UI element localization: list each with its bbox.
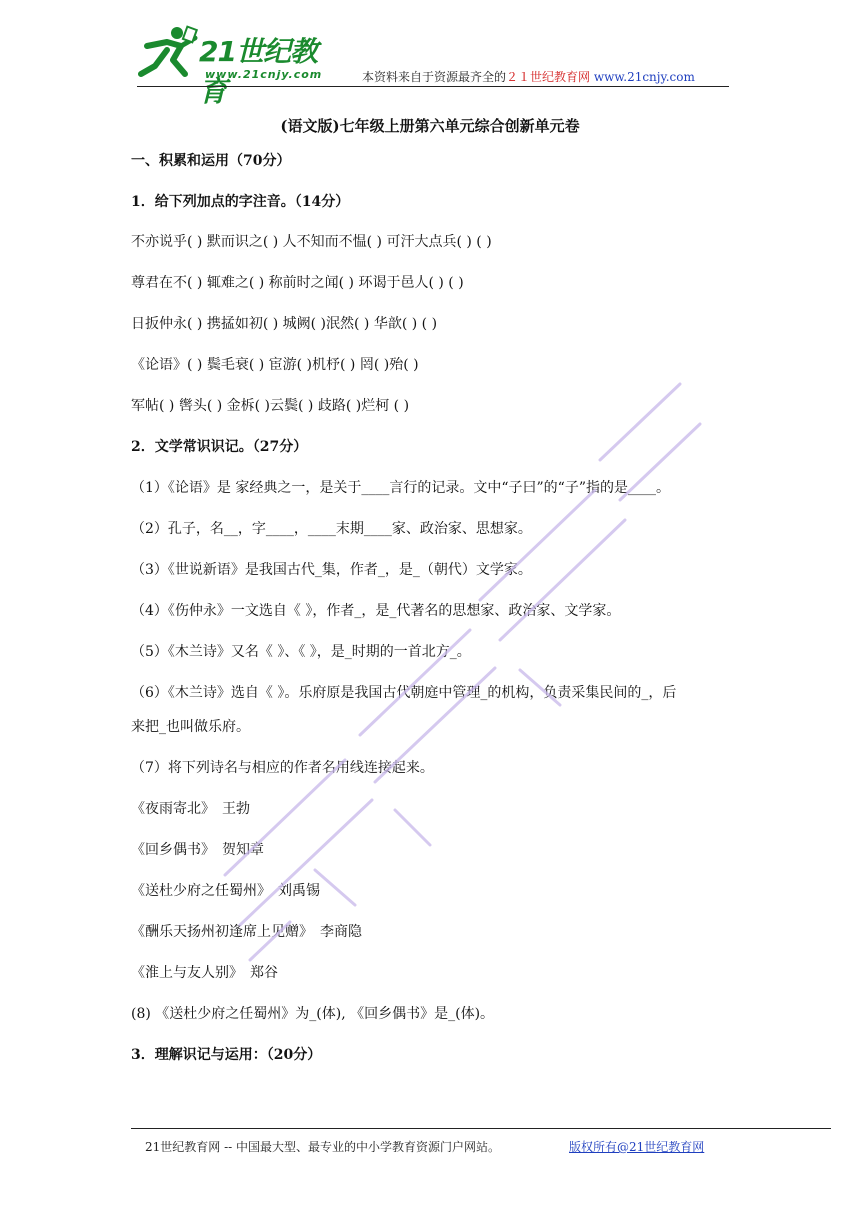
footer-copyright-link[interactable]: 版权所有@21世纪教育网 <box>569 1140 705 1154</box>
header-note-prefix: 本资料来自于资源最齐全的 <box>362 70 507 84</box>
watermark-stroke <box>315 870 355 905</box>
footer-site-description: 21世纪教育网 -- 中国最大型、最专业的中小学教育资源门户网站。 <box>145 1140 501 1154</box>
poem-author-pair: 《回乡偶书》 贺知章 <box>131 842 264 858</box>
fill-blank-line: （1）《论语》是 家经典之一，是关于____言行的记录。文中“子曰”的“子”指的是____。 <box>131 480 670 496</box>
fill-blank-line: 来把_也叫做乐府。 <box>131 719 250 735</box>
pinyin-row: 《论语》( ) 鬓毛衰( ) 宦游( )机杼( ) 罔( )殆( ) <box>131 357 419 373</box>
pinyin-row: 日扳仲永( ) 携掹如初( ) 城阙( )泯然( ) 华歆( ) ( ) <box>131 316 438 332</box>
poem-author-pair: 《送杜少府之任蜀州》 刘禹锡 <box>131 883 320 899</box>
logo-brand-text: 21世纪教育 <box>199 35 317 108</box>
poem-author-pair: 《夜雨寄北》 王勃 <box>131 801 250 817</box>
watermark-stroke <box>395 810 430 845</box>
question-heading: 2．文学常识识记。（27分） <box>131 439 308 455</box>
instruction-line: （7）将下列诗名与相应的作者名用线连接起来。 <box>131 760 434 776</box>
pinyin-row: 尊君在不( ) 辄难之( ) 称前时之闻( ) 环谒于邑人( ) ( ) <box>131 275 464 291</box>
question-heading: 1．给下列加点的字注音。（14分） <box>131 194 350 210</box>
poem-author-pair: 《酬乐天扬州初逢席上见赠》 李商隐 <box>131 924 362 940</box>
header-site-link[interactable]: ２１世纪教育网 <box>506 70 591 84</box>
pinyin-row: 不亦说乎( ) 默而识之( ) 人不知而不愠( ) 可汗大点兵( ) ( ) <box>131 234 492 250</box>
fill-blank-line: （4）《伤仲永》一文选自《 》，作者_，是_代著名的思想家、政治家、文学家。 <box>131 603 621 619</box>
question-heading: 3．理解识记与运用：（20分） <box>131 1047 322 1063</box>
fill-blank-line: （2）孔子，名__，字____，____末期____家、政治家、思想家。 <box>131 521 532 537</box>
header-source-note <box>362 68 695 85</box>
header-url-link[interactable]: www.21cnjy.com <box>593 70 695 84</box>
site-logo[interactable] <box>137 22 337 108</box>
runner-logo-icon <box>137 24 199 82</box>
watermark-stroke <box>600 384 680 460</box>
footer-divider <box>131 1128 831 1129</box>
section-heading: 一、积累和运用（70分） <box>131 153 291 169</box>
pinyin-row: 军帖( ) 辔头( ) 金柝( )云鬓( ) 歧路( )烂柯 ( ) <box>131 398 410 414</box>
watermark-stroke <box>480 490 595 600</box>
header-divider <box>137 86 729 87</box>
fill-blank-line: （5）《木兰诗》又名《 》、《 》，是_时期的一首北方_。 <box>131 644 471 660</box>
fill-blank-line: （3）《世说新语》是我国古代_集，作者_，是_（朝代）文学家。 <box>131 562 532 578</box>
fill-blank-line: （6）《木兰诗》选自《 》。乐府原是我国古代朝庭中管理_的机构，负责采集民间的_，后 <box>131 685 677 701</box>
document-title: (语文版)七年级上册第六单元综合创新单元卷 <box>280 117 580 135</box>
logo-url-text: www.21cnjy.com <box>205 68 323 81</box>
poem-author-pair: 《淮上与友人别》 郑谷 <box>131 965 278 981</box>
fill-blank-line: (8) 《送杜少府之任蜀州》为_(体), 《回乡偶书》是_(体)。 <box>131 1006 495 1022</box>
watermark-stroke <box>500 520 625 640</box>
watermark-stroke <box>240 800 372 925</box>
